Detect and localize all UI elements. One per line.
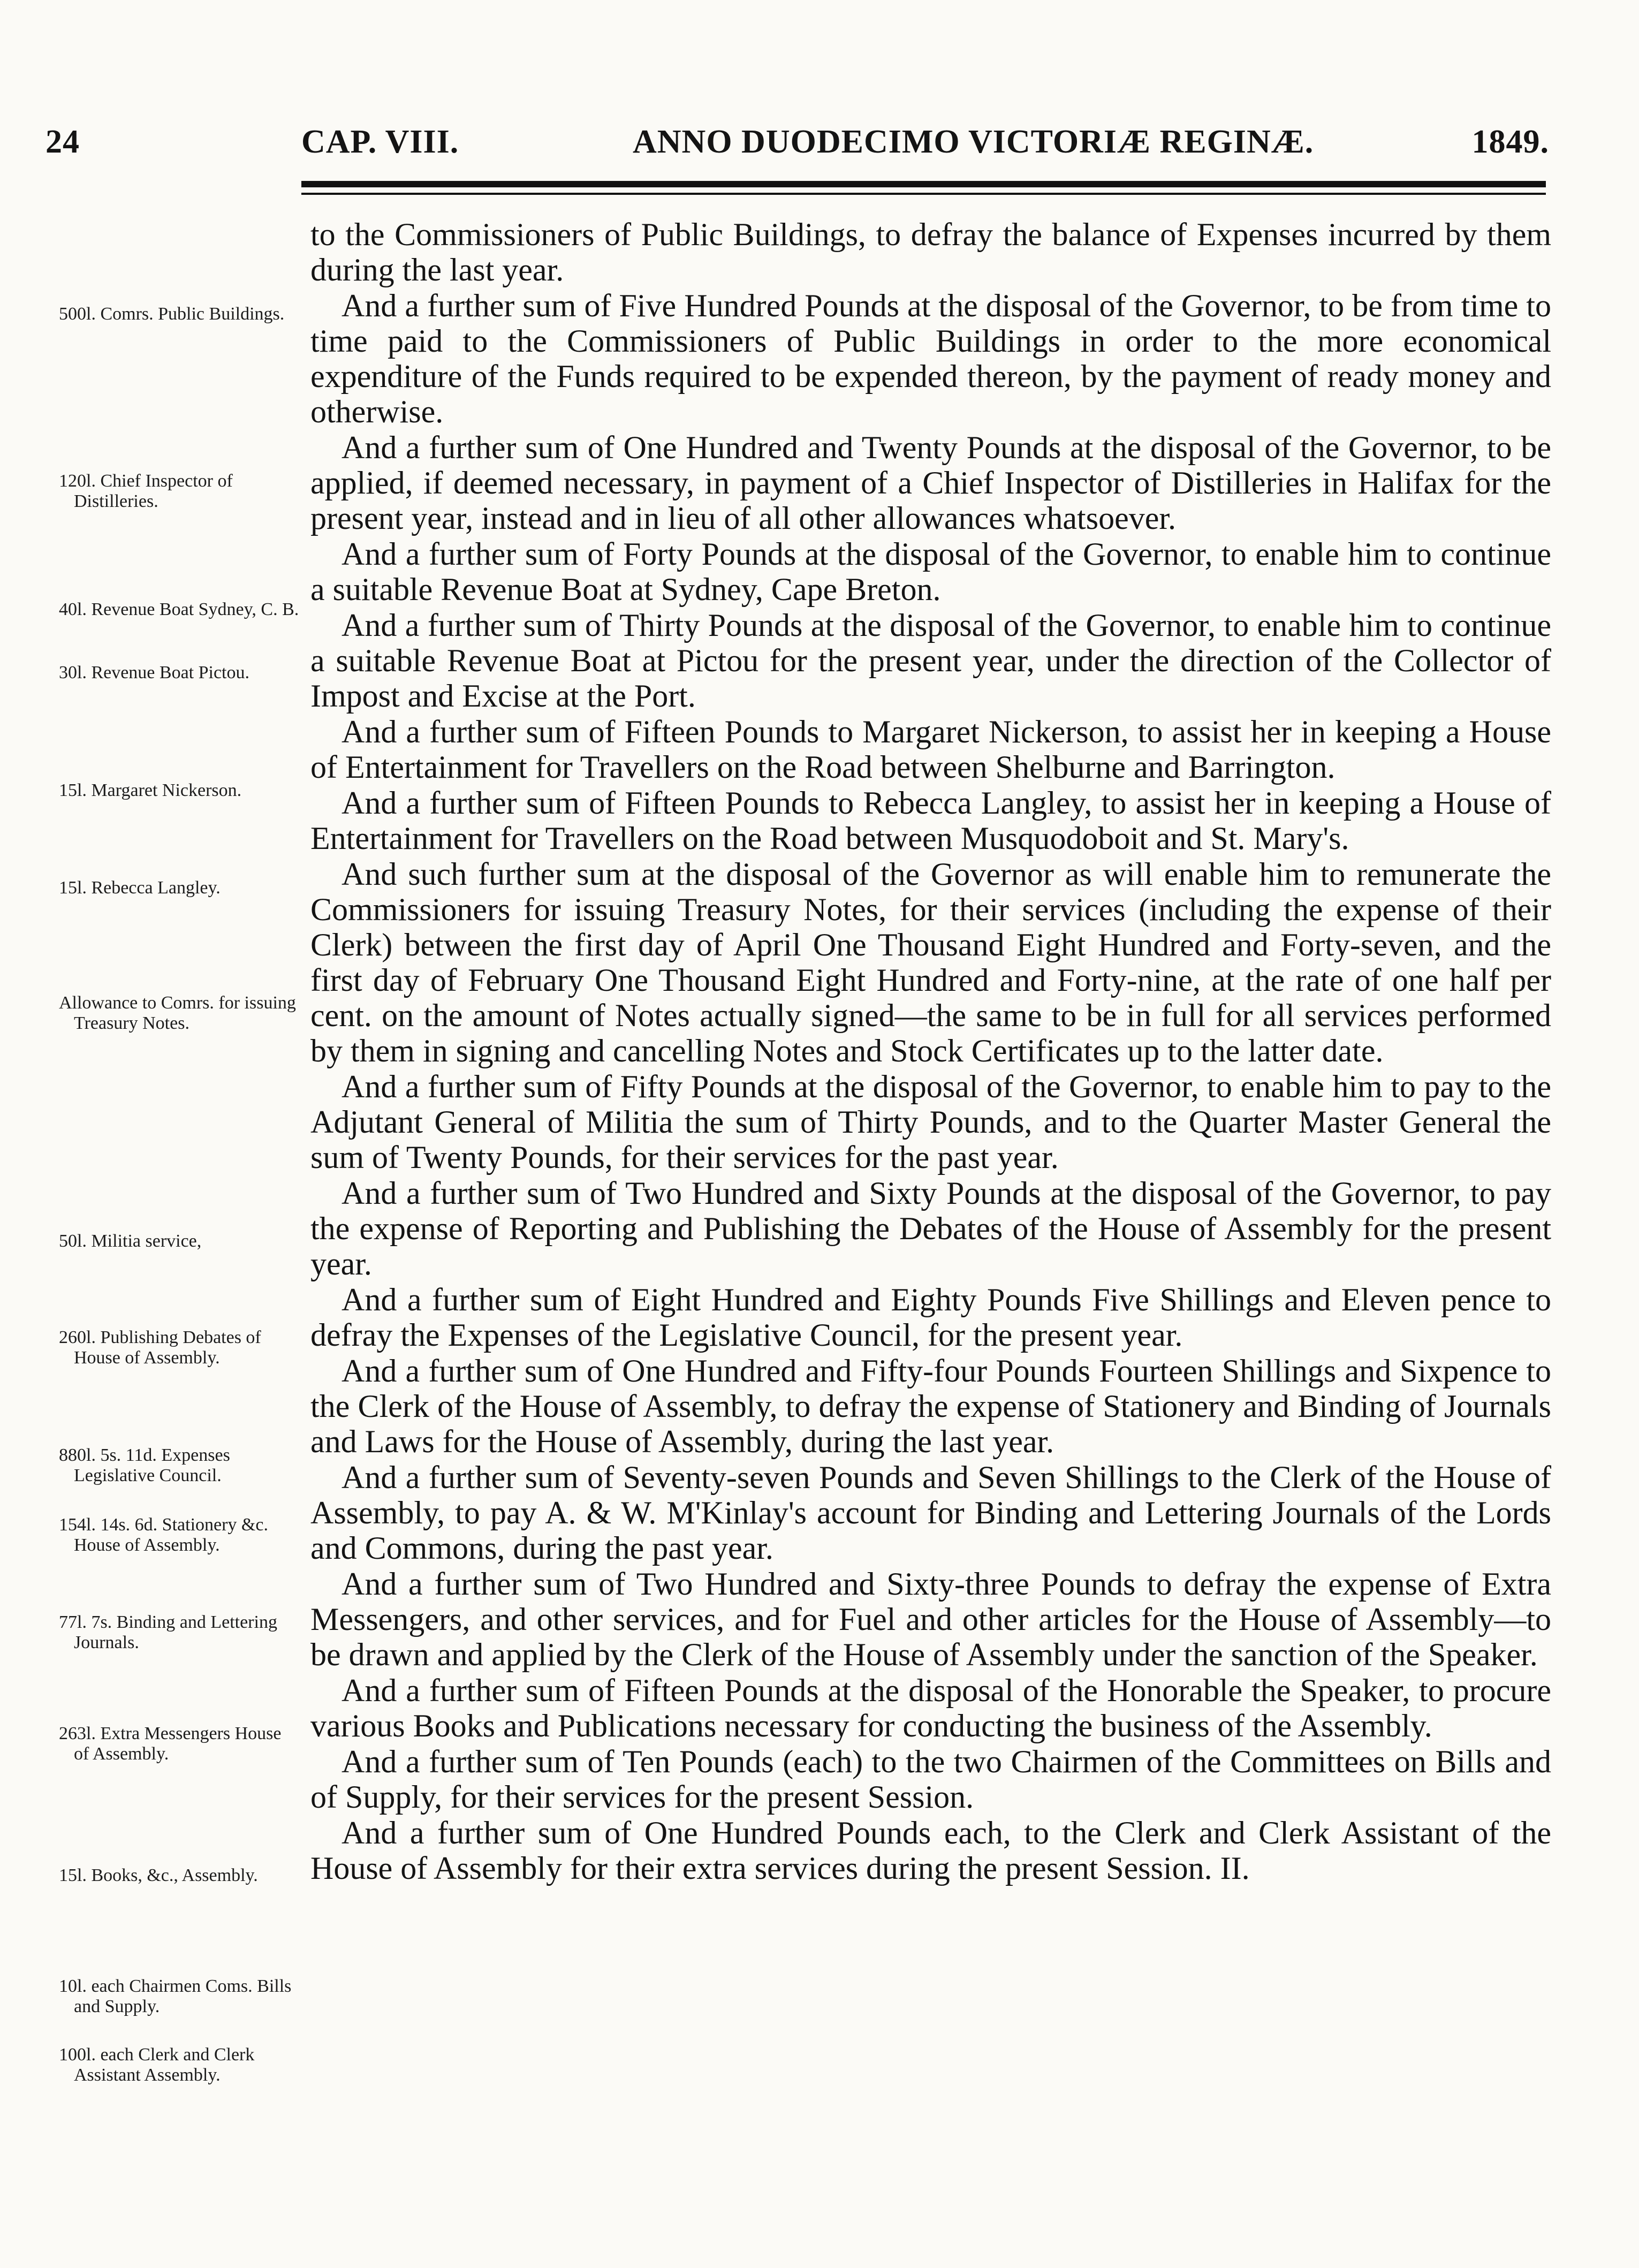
paragraph: And a further sum of Fifteen Pounds at the disposal of the Honorable the Speaker, to procure various Books and Publications necessary for conducting the business of the Assembly. <box>310 1673 1551 1743</box>
margin-note: 100l. each Clerk and Clerk Assistant Assembly. <box>59 2045 255 2085</box>
margin-note: 10l. each Chairmen Coms. Bills and Supply. <box>59 1976 292 2016</box>
margin-note: 120l. Chief Inspector of Distilleries. <box>59 471 233 511</box>
margin-note: 40l. Revenue Boat Sydney, C. B. <box>59 600 299 619</box>
running-header <box>0 123 1639 171</box>
header-title: ANNO DUODECIMO VICTORIÆ REGINÆ. <box>633 124 1314 160</box>
paragraph: And a further sum of Two Hundred and Sixty Pounds at the disposal of the Governor, to pay the expense of Reporting and Publishing the Debates of the House of Assembly for the present year. <box>310 1175 1551 1281</box>
margin-note: 500l. Comrs. Public Buildings. <box>59 304 285 324</box>
paragraph: And a further sum of Ten Pounds (each) to the two Chairmen of the Committees on Bills and of Supply, for their services for the present Session. <box>310 1744 1551 1815</box>
margin-note: 880l. 5s. 11d. Expenses Legislative Council. <box>59 1445 230 1485</box>
margin-note: 30l. Revenue Boat Pictou. <box>59 663 250 682</box>
margin-note: 15l. Margaret Nickerson. <box>59 780 242 800</box>
paragraph: And a further sum of Seventy-seven Pounds and Seven Shillings to the Clerk of the House of Assembly, to pay A. & W. M'Kinlay's account for Binding and Lettering Journals of the Lords and Commons, during the past year. <box>310 1460 1551 1566</box>
paragraph: And a further sum of Thirty Pounds at the disposal of the Governor, to enable him to continue a suitable Revenue Boat at Pictou for the present year, under the direction of the Collector of Impost and Excise at the Port. <box>310 608 1551 714</box>
body-text <box>310 217 1551 1886</box>
margin-note: 154l. 14s. 6d. Stationery &c. House of Assembly. <box>59 1515 268 1555</box>
paragraph: And such further sum at the disposal of the Governor as will enable him to remunerate the Commissioners for issuing Treasury Notes, for their services (including the expense of their Clerk) between the first day of April One Thousand Eight Hundred and Forty-seven, and the first day of February One Thousand Eight Hundred and Forty-nine, at the rate of one half per cent. on the amount of Notes actually signed—the same to be in full for all services performed by them in signing and cancelling Notes and Stock Certificates up to the latter date. <box>310 856 1551 1068</box>
paragraph: And a further sum of One Hundred and Twenty Pounds at the disposal of the Governor, to be applied, if deemed necessary, in payment of a Chief Inspector of Distilleries in Halifax for the present year, instead and in lieu of all other allowances whatsoever. <box>310 430 1551 536</box>
margin-note: 15l. Books, &c., Assembly. <box>59 1865 258 1885</box>
page-number: 24 <box>45 124 80 160</box>
paragraph: And a further sum of Forty Pounds at the disposal of the Governor, to enable him to continue a suitable Revenue Boat at Sydney, Cape Breton. <box>310 536 1551 607</box>
margin-note: 50l. Militia service, <box>59 1231 202 1251</box>
header-year: 1849. <box>1471 124 1549 160</box>
margin-note: 77l. 7s. Binding and Lettering Journals. <box>59 1612 277 1652</box>
paragraph: And a further sum of One Hundred Pounds each, to the Clerk and Clerk Assistant of the House of Assembly for their extra services during the present Session. II. <box>310 1815 1551 1886</box>
paragraph: And a further sum of Eight Hundred and Eighty Pounds Five Shillings and Eleven pence to defray the Expenses of the Legislative Council, for the present year. <box>310 1282 1551 1353</box>
paragraph: And a further sum of Two Hundred and Sixty-three Pounds to defray the expense of Extra Messengers, and other services, and for Fuel and other articles for the House of Assembly—to be drawn and applied by the Clerk of the House of Assembly under the sanction of the Speaker. <box>310 1566 1551 1672</box>
paragraph: And a further sum of Fifty Pounds at the disposal of the Governor, to enable him to pay to the Adjutant General of Militia the sum of Thirty Pounds, and to the Quarter Master General the sum of Twenty Pounds, for their services for the past year. <box>310 1069 1551 1175</box>
paragraph: And a further sum of Fifteen Pounds to Rebecca Langley, to assist her in keeping a House of Entertainment for Travellers on the Road between Musquodoboit and St. Mary's. <box>310 785 1551 856</box>
paragraph: And a further sum of Fifteen Pounds to Margaret Nickerson, to assist her in keeping a House of Entertainment for Travellers on the Road between Shelburne and Barrington. <box>310 714 1551 785</box>
margin-note: 260l. Publishing Debates of House of Assembly. <box>59 1328 261 1368</box>
header-rule-thick <box>301 181 1546 187</box>
header-rule-thin <box>301 193 1546 195</box>
paragraph: to the Commissioners of Public Buildings, to defray the balance of Expenses incurred by them during the last year. <box>310 217 1551 287</box>
paragraph: And a further sum of Five Hundred Pounds at the disposal of the Governor, to be from time to time paid to the Commissioners of Public Buildings in order to the more economical expenditure of the Funds required to be expended thereon, by the payment of ready money and otherwise. <box>310 288 1551 429</box>
chapter-label: CAP. VIII. <box>301 124 459 160</box>
paragraph: And a further sum of One Hundred and Fifty-four Pounds Fourteen Shillings and Sixpence to the Clerk of the House of Assembly, to defray the expense of Stationery and Binding of Journals and Laws for the House of Assembly, during the last year. <box>310 1353 1551 1459</box>
margin-note: 15l. Rebecca Langley. <box>59 878 221 898</box>
margin-note: 263l. Extra Messengers House of Assembly. <box>59 1724 282 1764</box>
margin-note: Allowance to Comrs. for issuing Treasury Notes. <box>59 993 296 1033</box>
